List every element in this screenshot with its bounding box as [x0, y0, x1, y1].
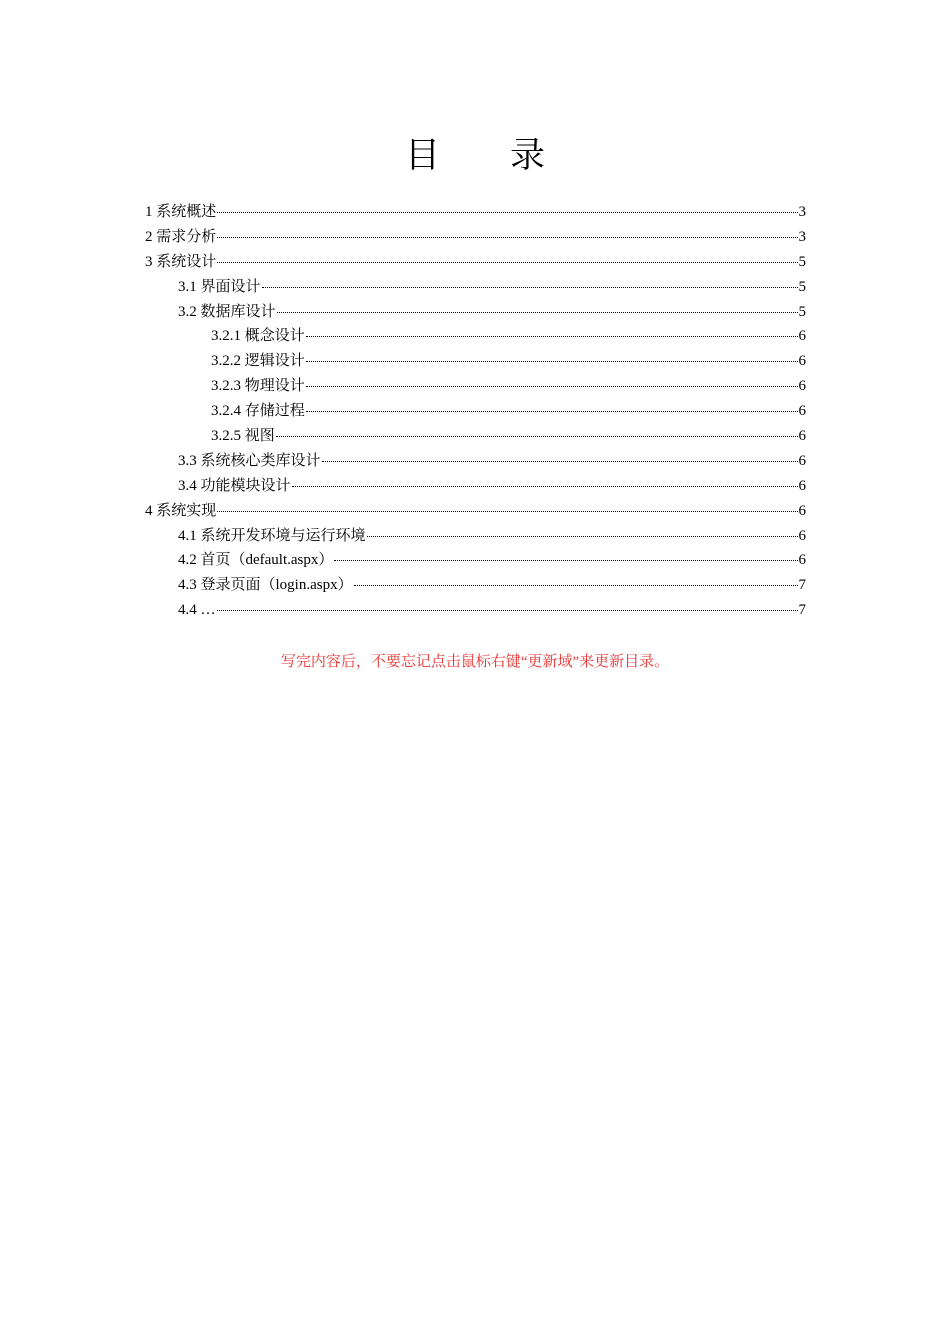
toc-dot-leader	[367, 526, 798, 537]
toc-dot-leader	[306, 376, 798, 387]
toc-entry-label: 3.3 系统核心类库设计	[178, 452, 321, 469]
toc-entry-page-number: 5	[798, 278, 806, 295]
toc-entry-page-number: 6	[798, 428, 806, 445]
toc-entry[interactable]	[145, 250, 806, 275]
toc-entry-label: 2 需求分析	[145, 228, 217, 245]
toc-entry-page-number: 6	[798, 452, 806, 469]
update-field-note: 写完内容后，不要忘记点击鼠标右键“更新域”来更新目录。	[280, 654, 670, 670]
toc-entry-page-number: 6	[798, 552, 806, 569]
toc-entry-label: 4.4 …	[178, 602, 216, 619]
toc-entry[interactable]	[145, 200, 806, 225]
toc-entry-label: 3 系统设计	[145, 253, 217, 270]
toc-entry[interactable]	[145, 499, 806, 524]
toc-list	[145, 200, 806, 623]
toc-title-char-1: 目	[404, 136, 440, 176]
toc-entry[interactable]	[145, 300, 806, 325]
toc-entry-label: 1 系统概述	[145, 204, 217, 220]
toc-dot-leader	[354, 575, 798, 586]
toc-entry-page-number: 7	[798, 577, 806, 594]
toc-entry[interactable]	[145, 225, 806, 250]
toc-dot-leader	[262, 277, 798, 288]
toc-entry-label: 4 系统实现	[145, 502, 217, 519]
toc-entry-page-number: 6	[798, 378, 806, 395]
toc-entry-label: 3.2.2 逻辑设计	[211, 353, 305, 370]
toc-dot-leader	[306, 326, 798, 337]
toc-entry-page-number: 6	[798, 328, 806, 345]
toc-entry-page-number: 6	[798, 353, 806, 370]
toc-dot-leader	[217, 227, 797, 238]
toc-dot-leader	[217, 252, 797, 263]
toc-entry[interactable]	[145, 573, 806, 598]
toc-entry[interactable]	[145, 524, 806, 549]
toc-dot-leader	[292, 476, 798, 487]
toc-entry[interactable]	[145, 374, 806, 399]
toc-entry-page-number: 5	[798, 253, 806, 270]
toc-dot-leader	[334, 550, 797, 561]
toc-dot-leader	[277, 302, 798, 313]
toc-entry-page-number: 3	[798, 228, 806, 245]
toc-entry-label: 4.2 首页（default.aspx）	[178, 552, 334, 569]
toc-dot-leader	[217, 600, 798, 611]
toc-entry-page-number: 6	[798, 527, 806, 544]
toc-dot-leader	[306, 401, 798, 412]
toc-entry[interactable]	[145, 424, 806, 449]
toc-entry-label: 3.1 界面设计	[178, 278, 261, 295]
toc-dot-leader	[276, 426, 798, 437]
toc-dot-leader	[306, 351, 798, 362]
toc-entry[interactable]	[145, 449, 806, 474]
toc-entry[interactable]	[145, 548, 806, 573]
toc-dot-leader	[322, 451, 798, 462]
toc-entry-page-number: 3	[798, 204, 806, 220]
toc-entry-label: 3.2.5 视图	[211, 428, 275, 445]
toc-dot-leader	[217, 202, 797, 213]
toc-entry-page-number: 5	[798, 303, 806, 320]
toc-title-char-2: 录	[510, 136, 546, 176]
toc-entry-page-number: 6	[798, 403, 806, 420]
toc-entry-page-number: 7	[798, 602, 806, 619]
toc-dot-leader	[217, 501, 797, 512]
toc-entry-label: 4.1 系统开发环境与运行环境	[178, 527, 366, 544]
toc-entry-page-number: 6	[798, 477, 806, 494]
toc-entry-label: 3.2.3 物理设计	[211, 378, 305, 395]
toc-entry-label: 4.3 登录页面（login.aspx）	[178, 577, 353, 594]
toc-entry[interactable]	[145, 324, 806, 349]
toc-entry[interactable]	[145, 474, 806, 499]
toc-entry-label: 3.2.1 概念设计	[211, 328, 305, 345]
toc-entry[interactable]	[145, 598, 806, 623]
toc-entry-label: 3.2.4 存储过程	[211, 403, 305, 420]
toc-title	[0, 128, 950, 178]
toc-entry-label: 3.4 功能模块设计	[178, 477, 291, 494]
toc-entry[interactable]	[145, 349, 806, 374]
toc-entry-page-number: 6	[798, 502, 806, 519]
toc-entry[interactable]	[145, 399, 806, 424]
toc-entry-label: 3.2 数据库设计	[178, 303, 276, 320]
toc-entry[interactable]	[145, 275, 806, 300]
